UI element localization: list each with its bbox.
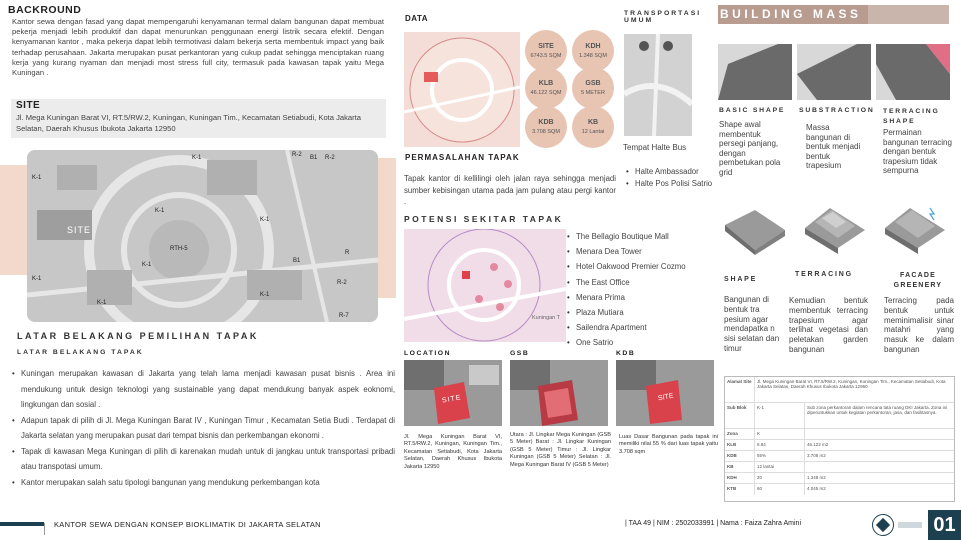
partner-logo-icon <box>898 522 922 528</box>
site-map-label-r2: R-2 <box>325 155 335 161</box>
table-row <box>725 440 954 451</box>
stat-value: 1.348 SQM <box>579 53 607 59</box>
basic-shape-diagram <box>718 44 792 100</box>
list-item: • Sailendra Apartment <box>567 320 717 335</box>
location-title: LOCATION <box>404 350 451 357</box>
stat-key: KDH <box>585 43 601 50</box>
table-row <box>725 484 954 495</box>
substraction-diagram <box>797 44 871 100</box>
potensi-map-label: Kuningan T <box>532 315 561 321</box>
transport-list <box>626 166 721 190</box>
step-substraction-text: Massa bangunan di bentuk menjadi bentuk trapesium <box>806 123 861 170</box>
stat-kdb <box>525 106 567 148</box>
site-map-graphic <box>27 150 378 322</box>
footer-info: | TAA 49 | NIM : 2502033991 | Nama : Faiza Zahra Amini <box>625 520 802 527</box>
step2-terracing-text: Kemudian bentuk membentuk terracing trapesium agar terlihat vegetasi dan peletakan garden bangunan <box>789 296 868 354</box>
data-map-graphic <box>404 32 520 147</box>
site-map-label-site: SITE <box>67 225 92 235</box>
list-item: • Halte Ambassador <box>626 166 721 178</box>
table-cell-key: KDB <box>725 451 755 461</box>
data-map[interactable] <box>404 32 520 147</box>
list-item: • Menara Prima <box>567 290 717 305</box>
background-text: Kantor sewa dengan fasad yang dapat mempengaruhi kenyamanan termal dalam bangunan dapat membuat pekerja menjadi lebih produktif dan dapat menurunkan penggunaan energi listrik secara efektif. Dengan kenyamanan kantor , maka pekerja dapat lebih termotivasi dalam bekerja serta membentuk impact yang baik terhadap perusahaan. Jakarta merupakan pusat perkantoran yang cukup padat sehingga menciptakan ruang kerja yang kurang nyaman dan menjadi most stress full city, termasuk pada kawasan tapak yaitu Mega Kuningan . <box>12 17 384 78</box>
kdb-map[interactable] <box>616 360 714 426</box>
footer-divider <box>44 523 45 535</box>
list-item: • Hotel Oakwood Premier Cozmo <box>567 259 717 274</box>
table-cell-value: 46.122 m2 <box>807 442 829 447</box>
facade-greenery-model-diagram <box>880 200 952 255</box>
table-cell-value: 55% <box>755 451 805 461</box>
table-cell-value: 4.045 m2 <box>807 486 826 491</box>
table-row <box>725 451 954 462</box>
list-item: • Tapak di kawasan Mega Kuningan di pilih di karenakan mudah untuk di jangkau untuk transportasi pribadi atau transpotasi umum. <box>12 444 395 475</box>
list-item: • The Bellagio Boutique Mall <box>567 229 717 244</box>
table-row <box>725 429 954 440</box>
page-number: 01 <box>928 510 961 540</box>
site-map-label-k1: K-1 <box>32 276 42 282</box>
building-mass-title: BUILDING MASS <box>720 7 862 21</box>
decor-block-right <box>378 158 396 298</box>
step-basic-title: BASIC SHAPE <box>719 107 786 114</box>
step2-facade-text: Terracing pada bentuk untuk meminimalisir sinar matahri yang masuk ke dalam bangunan <box>884 296 954 354</box>
table-cell-key: Sub Blok <box>725 403 755 428</box>
table-cell-value: 3.708 m2 <box>807 453 826 458</box>
table-cell-value <box>805 429 954 439</box>
location-caption: Jl. Mega Kuningan Barat VI, RT.5/RW.2, Kuningan, Kuningan Tim., Kecamatan Setiabudi, Kota Jakarta Selatan, Daerah Khusus Ibukota Jakarta 12950 <box>404 434 502 470</box>
potensi-map[interactable] <box>404 229 566 342</box>
gsb-title: GSB <box>510 350 530 357</box>
stat-gsb <box>572 67 614 109</box>
list-item: • Halte Pos Polisi Satrio <box>626 178 721 190</box>
table-cell-value: Sub zona perkantoran dalam rencana tata ruang DKI Jakarta. Zona ini diperuntukkan untuk kegiatan perkantoran, jasa, dan fasilitasnya. <box>807 405 948 415</box>
stat-value: 5 METER <box>581 90 605 96</box>
step2-facade-title: FACADE GREENERY <box>893 272 943 289</box>
site-address: Jl. Mega Kuningan Barat VI, RT.5/RW.2, Kuningan, Kuningan Tim., Kecamatan Setiabudi, Kota Jakarta Selatan, Daerah Khusus Ibukota Jakarta 12950 <box>16 113 362 133</box>
permasalahan-title: PERMASALAHAN TAPAK <box>405 153 520 162</box>
stat-key: SITE <box>538 43 554 50</box>
list-item: • One Satrio <box>567 335 717 350</box>
site-map-label-r: R <box>345 250 350 256</box>
latar-list <box>12 366 395 490</box>
terracing-shape-diagram <box>876 44 950 100</box>
transport-title-line2: UMUM <box>624 17 654 24</box>
latar-subtitle: LATAR BELAKANG TAPAK <box>17 349 144 356</box>
site-map-label-b1: B1 <box>293 258 301 264</box>
site-map-label-k1: K-1 <box>155 208 165 214</box>
kdb-title: KDB <box>616 350 636 357</box>
gsb-map[interactable] <box>510 360 608 426</box>
table-cell-value: K-1 <box>755 403 805 428</box>
site-map-label-rth: RTH-5 <box>170 246 188 252</box>
terracing-model-diagram <box>800 200 872 255</box>
table-cell-key: Alamat Site <box>725 377 755 402</box>
site-map-label-k1: K-1 <box>32 175 42 181</box>
table-cell-key: KTB <box>725 484 755 495</box>
stat-kdh <box>572 30 614 72</box>
location-map[interactable] <box>404 360 502 426</box>
site-title: SITE <box>16 100 41 111</box>
table-cell-key: KDH <box>725 473 755 483</box>
potensi-map-graphic <box>404 229 566 342</box>
table-cell-value: 6.84 <box>755 440 805 450</box>
kdb-site-label: SITE <box>657 392 675 403</box>
potensi-list <box>567 229 717 351</box>
step2-terracing-title: TERRACING <box>795 271 853 278</box>
site-map-label-r7: R-7 <box>339 313 349 319</box>
table-cell-value: K <box>755 429 805 439</box>
kdb-caption: Luas Dasar Bangunan pada tapak ini memiliki nilai 55 % dari luas tapak yaitu 3.708 sqm <box>619 434 718 455</box>
site-data-table <box>724 376 955 502</box>
stat-value: 46.122 SQM <box>530 90 562 96</box>
table-row <box>725 462 954 473</box>
step2-shape-text: Bangunan di bentuk tra pesium agar mendapatka n sisi selatan dan timur <box>724 295 780 353</box>
stat-klb <box>525 67 567 109</box>
list-item: • The East Office <box>567 275 717 290</box>
latar-title: LATAR BELAKANG PEMILIHAN TAPAK <box>17 331 259 341</box>
list-item: • Plaza Mutiara <box>567 305 717 320</box>
table-cell-value: 1.348 m2 <box>807 475 826 480</box>
stat-value: 3.708 SQM <box>532 129 560 135</box>
list-item: • Kuningan merupakan kawasan di Jakarta yang telah lama menjadi kawasan pusat bisnis . Area ini mendukung untuk design teknologi yang sustainable yang dapat mendukung banyak aspek eoknomi, lingkungan dan sosial . <box>12 366 395 413</box>
site-map-label-k1: K-1 <box>192 155 202 161</box>
list-item: • Adapun tapak di pilih di Jl. Mega Kuningan Barat IV , Kuningan Timur , Kecamatan Setia Budi . Terdapat di Jakarta selatan yang merupakan pusat dari tempat bisnis dan perkembangan ekonomi . <box>12 413 395 444</box>
site-map-label-r2: R-2 <box>337 280 347 286</box>
table-cell-value: Jl. Mega Kuningan Barat VI, RT.5/RW.2, Kuningan, Kuningan Tim., Kecamatan Setiabudi, Kota Jakarta Selatan, Daerah Khusus Ibukota Jakarta 12950 <box>757 379 946 389</box>
shape-model-diagram <box>720 205 790 255</box>
transport-title-line1: TRANSPORTASI <box>624 10 702 17</box>
table-row <box>725 403 954 429</box>
stat-key: KB <box>587 119 599 126</box>
site-map-label-k1: K-1 <box>260 217 270 223</box>
transport-map[interactable] <box>624 34 692 136</box>
step-terracing-text: Permainan bangunan terracing dengan bentuk trapesium tidak sempurna <box>883 128 952 175</box>
table-row <box>725 473 954 484</box>
site-map[interactable] <box>27 150 378 322</box>
location-map-graphic <box>404 360 502 426</box>
step-basic-text: Shape awal membentuk persegi panjang, dengan pembetukan pola grid <box>719 120 781 177</box>
table-cell-key: KB <box>725 462 755 472</box>
location-site-label: SITE <box>441 394 463 405</box>
transport-map-graphic <box>624 34 692 136</box>
transport-caption: Tempat Halte Bus <box>623 143 687 152</box>
footer-bar-left <box>0 522 44 526</box>
site-map-label-k1: K-1 <box>97 300 107 306</box>
site-map-label-r2: R-2 <box>292 152 302 158</box>
decor-block-left <box>0 165 30 275</box>
stat-kb <box>572 106 614 148</box>
permasalahan-text: Tapak kantor di kellilingi oleh jalan raya sehingga menjadi sumber kebisingan utama pada jam pulang atau pergi kantor . <box>404 174 616 206</box>
table-cell-key: KLB <box>725 440 755 450</box>
gsb-map-graphic <box>510 360 608 426</box>
stat-value: 6743.5 SQM <box>530 53 562 59</box>
site-map-label-k1: K-1 <box>142 262 152 268</box>
step-terracing-title: TERRACING SHAPE <box>883 108 940 125</box>
stat-key: GSB <box>585 80 601 87</box>
step-substraction-title: SUBSTRACTION <box>799 107 875 114</box>
site-map-label-k1: K-1 <box>260 292 270 298</box>
step2-shape-title: SHAPE <box>724 276 758 283</box>
background-title: BACKROUND <box>8 4 82 16</box>
transport-title <box>624 10 701 24</box>
stat-site <box>525 30 567 72</box>
site-map-label-b1: B1 <box>310 155 318 161</box>
table-cell-value: 12 lantai <box>755 462 805 472</box>
table-cell-value: 20 <box>755 473 805 483</box>
table-row <box>725 377 954 403</box>
potensi-title: POTENSI SEKITAR TAPAK <box>404 214 564 224</box>
footer-title: KANTOR SEWA DENGAN KONSEP BIOKLIMATIK DI JAKARTA SELATAN <box>54 520 321 529</box>
table-cell-key: Zona <box>725 429 755 439</box>
table-cell-value: 60 <box>755 484 805 495</box>
list-item: • Kantor merupakan salah satu tipologi bangunan yang mendukung perkembangan kota <box>12 475 395 491</box>
list-item: • Menara Dea Tower <box>567 244 717 259</box>
stat-value: 12 Lantai <box>581 129 605 135</box>
stat-key: KLB <box>538 80 554 87</box>
data-title: DATA <box>405 14 429 23</box>
gsb-caption: Utara : Jl. Lingkar Mega Kuningan (GSB 5 Meter) Barat : Jl. Lingkar Kuningan (GSB 5 Meter) Timur : Jl. Lingkar Kuningan (GSB 5 Meter) Selatan : Jl. Mega Kuningan Barat IV (GSB 5 Meter) <box>510 432 611 468</box>
stat-key: KDB <box>538 119 554 126</box>
table-cell-value <box>805 462 954 472</box>
university-logo-icon <box>872 514 894 536</box>
